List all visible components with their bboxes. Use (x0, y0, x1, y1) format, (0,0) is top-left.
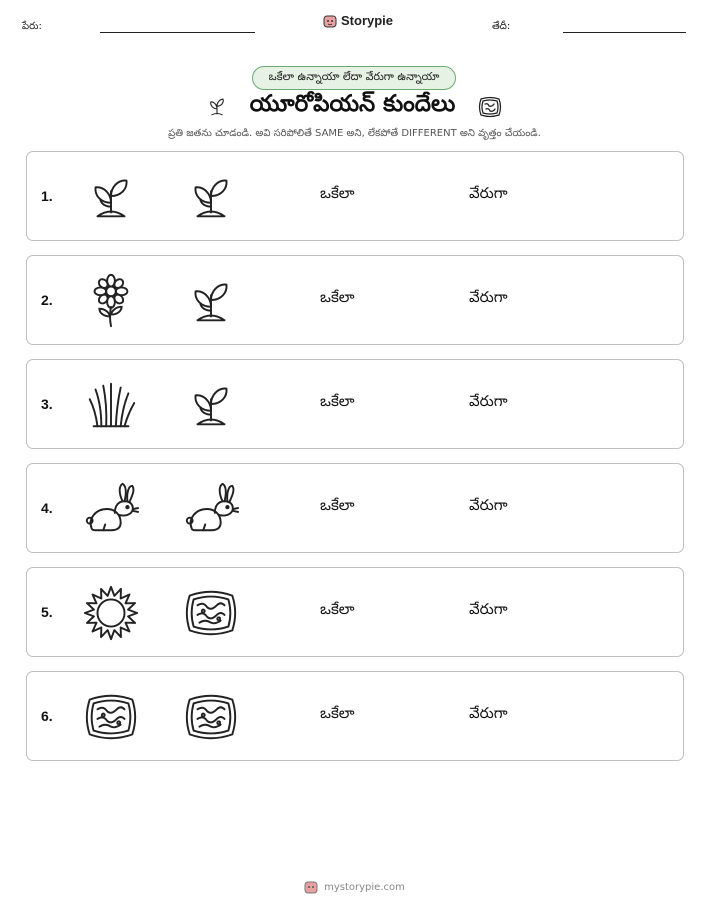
different-option[interactable]: వేరుగా (469, 392, 508, 410)
sprout-icon (182, 376, 240, 434)
footer (0, 880, 709, 894)
question-row (26, 671, 684, 761)
sprout-icon (204, 94, 230, 120)
name-label: పేరు: (22, 21, 42, 32)
same-option[interactable]: ఒకేలా (320, 288, 355, 306)
date-line[interactable] (563, 32, 686, 33)
title-row (0, 91, 709, 123)
storypie-logo-icon (304, 880, 318, 894)
soil-icon (82, 688, 140, 746)
question-number: 4. (41, 500, 53, 516)
different-option[interactable]: వేరుగా (469, 704, 508, 722)
instructions: ప్రతి జతను చూడండి. అవి సరిపోలితే SAME అని, లేకపోతే DIFFERENT అని వృత్తం చేయండి. (168, 128, 541, 139)
rabbit-icon (182, 480, 240, 538)
question-number: 6. (41, 708, 53, 724)
question-row (26, 463, 684, 553)
soil-icon (475, 92, 505, 122)
brand-name: Storypie (341, 13, 394, 28)
question-number: 3. (41, 396, 53, 412)
question-number: 1. (41, 188, 53, 204)
different-option[interactable]: వేరుగా (469, 496, 508, 514)
different-option[interactable]: వేరుగా (469, 600, 508, 618)
soil-icon (182, 584, 240, 642)
storypie-logo-icon (323, 14, 337, 28)
brand (323, 13, 393, 28)
same-option[interactable]: ఒకేలా (320, 184, 355, 202)
question-row (26, 567, 684, 657)
sprout-icon (82, 168, 140, 226)
grass-icon (82, 376, 140, 434)
topic-badge: ఒకేలా ఉన్నాయా లేదా వేరుగా ఉన్నాయా (252, 66, 456, 90)
page-title: యూరోపియన్ కుందేలు (249, 91, 456, 117)
sprout-icon (182, 272, 240, 330)
question-number: 5. (41, 604, 53, 620)
question-row (26, 151, 684, 241)
soil-icon (182, 688, 240, 746)
same-option[interactable]: ఒకేలా (320, 392, 355, 410)
question-row (26, 359, 684, 449)
question-number: 2. (41, 292, 53, 308)
same-option[interactable]: ఒకేలా (320, 600, 355, 618)
sun-icon (82, 584, 140, 642)
different-option[interactable]: వేరుగా (469, 288, 508, 306)
name-line[interactable] (100, 32, 255, 33)
same-option[interactable]: ఒకేలా (320, 704, 355, 722)
date-label: తేదీ: (492, 21, 511, 32)
rabbit-icon (82, 480, 140, 538)
question-row (26, 255, 684, 345)
different-option[interactable]: వేరుగా (469, 184, 508, 202)
sprout-icon (182, 168, 240, 226)
flower-icon (82, 272, 140, 330)
same-option[interactable]: ఒకేలా (320, 496, 355, 514)
footer-url: mystorypie.com (324, 881, 405, 893)
